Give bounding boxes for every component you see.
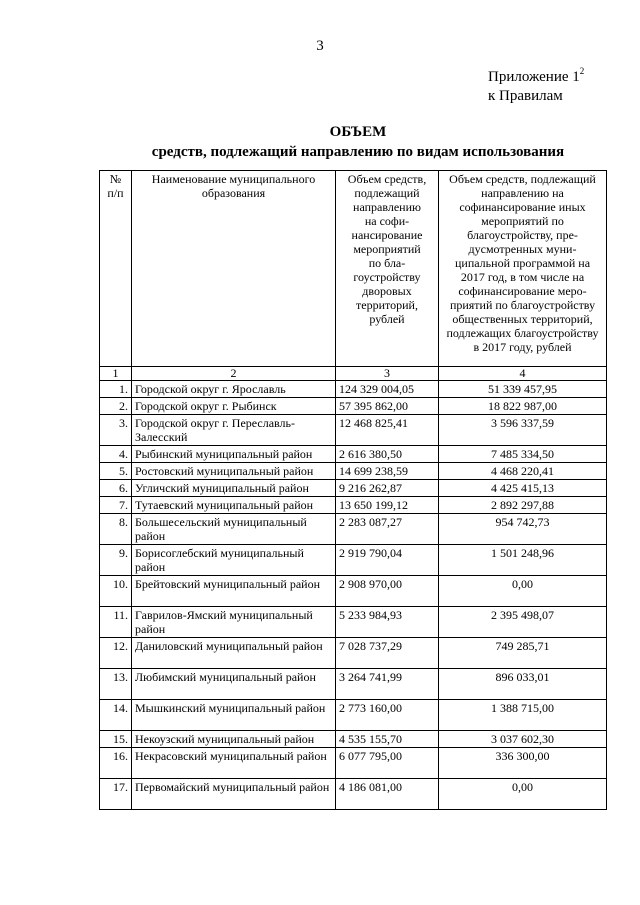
municipality-name: Первомайский муниципальный район xyxy=(132,779,336,810)
municipality-name: Даниловский муниципальный район xyxy=(132,638,336,669)
row-number: 2. xyxy=(100,398,132,415)
appendix-label: Приложение 1 xyxy=(488,69,580,85)
other-funds-value: 2 395 498,07 xyxy=(439,607,607,638)
row-number: 3. xyxy=(100,415,132,446)
other-funds-value: 2 892 297,88 xyxy=(439,497,607,514)
municipality-name: Городской округ г. Переславль-Залесский xyxy=(132,415,336,446)
table-row xyxy=(100,748,607,779)
row-number: 17. xyxy=(100,779,132,810)
yard-funds-value: 7 028 737,29 xyxy=(336,638,439,669)
yard-funds-value: 2 919 790,04 xyxy=(336,545,439,576)
municipality-name: Мышкинский муниципальный район xyxy=(132,700,336,731)
row-number: 16. xyxy=(100,748,132,779)
row-number: 4. xyxy=(100,446,132,463)
yard-funds-value: 2 283 087,27 xyxy=(336,514,439,545)
appendix-line-2: к Правилам xyxy=(488,88,563,104)
other-funds-value: 7 485 334,50 xyxy=(439,446,607,463)
municipality-name: Гаврилов-Ямский муниципальный район xyxy=(132,607,336,638)
municipality-name: Некоузский муниципальный район xyxy=(132,731,336,748)
other-funds-value: 4 468 220,41 xyxy=(439,463,607,480)
yard-funds-value: 57 395 862,00 xyxy=(336,398,439,415)
yard-funds-value: 12 468 825,41 xyxy=(336,415,439,446)
yard-funds-value: 6 077 795,00 xyxy=(336,748,439,779)
header-other-funds: Объем средств, подлежащий направлению на софинансирование иных мероприятий по благоустройству, пре- дусмотренных муни- ципальной программой на 2017 год, в том числе на софинансирование меро- приятий по благоустройству общественных территорий, подлежащих благоустройству в 2017 году, рублей xyxy=(439,171,607,367)
row-number: 10. xyxy=(100,576,132,607)
yard-funds-value: 2 616 380,50 xyxy=(336,446,439,463)
other-funds-value: 51 339 457,95 xyxy=(439,381,607,398)
table-row xyxy=(100,779,607,810)
other-funds-value: 3 596 337,59 xyxy=(439,415,607,446)
municipality-name: Борисоглебский муниципальный район xyxy=(132,545,336,576)
municipality-name: Тутаевский муниципальный район xyxy=(132,497,336,514)
other-funds-value: 0,00 xyxy=(439,779,607,810)
table-row xyxy=(100,731,607,748)
row-number: 1. xyxy=(100,381,132,398)
other-funds-value: 3 037 602,30 xyxy=(439,731,607,748)
row-number: 7. xyxy=(100,497,132,514)
municipality-name: Рыбинский муниципальный район xyxy=(132,446,336,463)
yard-funds-value: 14 699 238,59 xyxy=(336,463,439,480)
yard-funds-value: 124 329 004,05 xyxy=(336,381,439,398)
other-funds-value: 896 033,01 xyxy=(439,669,607,700)
column-number: 3 xyxy=(336,367,439,381)
column-number-row xyxy=(100,367,607,381)
yard-funds-value: 2 908 970,00 xyxy=(336,576,439,607)
column-number: 2 xyxy=(132,367,336,381)
municipality-name: Ростовский муниципальный район xyxy=(132,463,336,480)
row-number: 5. xyxy=(100,463,132,480)
yard-funds-value: 9 216 262,87 xyxy=(336,480,439,497)
municipality-name: Брейтовский муниципальный район xyxy=(132,576,336,607)
row-number: 8. xyxy=(100,514,132,545)
other-funds-value: 18 822 987,00 xyxy=(439,398,607,415)
table-row xyxy=(100,607,607,638)
other-funds-value: 4 425 415,13 xyxy=(439,480,607,497)
row-number: 15. xyxy=(100,731,132,748)
municipality-name: Большесельский муниципальный район xyxy=(132,514,336,545)
table-header-row xyxy=(100,171,607,367)
table-row xyxy=(100,700,607,731)
yard-funds-value: 4 535 155,70 xyxy=(336,731,439,748)
yard-funds-value: 5 233 984,93 xyxy=(336,607,439,638)
table-row xyxy=(100,463,607,480)
municipality-name: Городской округ г. Ярославль xyxy=(132,381,336,398)
table-row xyxy=(100,497,607,514)
municipality-name: Угличский муниципальный район xyxy=(132,480,336,497)
document-subtitle: средств, подлежащий направлению по видам использования xyxy=(151,144,565,160)
row-number: 11. xyxy=(100,607,132,638)
municipality-name: Любимский муниципальный район xyxy=(132,669,336,700)
page-number: 3 xyxy=(316,38,324,54)
header-yard-funds: Объем средств, подлежащий направлению на софи- нансирование мероприятий по бла- гоустройству дворовых территорий, рублей xyxy=(336,171,439,367)
other-funds-value: 0,00 xyxy=(439,576,607,607)
municipality-name: Некрасовский муниципальный район xyxy=(132,748,336,779)
yard-funds-value: 4 186 081,00 xyxy=(336,779,439,810)
row-number: 14. xyxy=(100,700,132,731)
row-number: 9. xyxy=(100,545,132,576)
other-funds-value: 336 300,00 xyxy=(439,748,607,779)
header-number: № п/п xyxy=(100,171,132,367)
municipality-name: Городской округ г. Рыбинск xyxy=(132,398,336,415)
row-number: 6. xyxy=(100,480,132,497)
document-title: ОБЪЕМ xyxy=(329,124,387,140)
column-number: 1 xyxy=(100,367,132,381)
row-number: 13. xyxy=(100,669,132,700)
row-number: 12. xyxy=(100,638,132,669)
table-row xyxy=(100,415,607,446)
other-funds-value: 749 285,71 xyxy=(439,638,607,669)
table-row xyxy=(100,398,607,415)
appendix-line-1 xyxy=(488,62,584,87)
table-row xyxy=(100,545,607,576)
yard-funds-value: 13 650 199,12 xyxy=(336,497,439,514)
allocation-table xyxy=(99,170,607,810)
table-row xyxy=(100,576,607,607)
other-funds-value: 1 501 248,96 xyxy=(439,545,607,576)
yard-funds-value: 2 773 160,00 xyxy=(336,700,439,731)
appendix-superscript: 2 xyxy=(579,66,585,76)
header-municipality: Наименование муниципального образования xyxy=(132,171,336,367)
column-number: 4 xyxy=(439,367,607,381)
table-row xyxy=(100,514,607,545)
table-row xyxy=(100,638,607,669)
table-row xyxy=(100,446,607,463)
appendix-note xyxy=(488,62,584,106)
table-row xyxy=(100,381,607,398)
table-row xyxy=(100,669,607,700)
table-row xyxy=(100,480,607,497)
yard-funds-value: 3 264 741,99 xyxy=(336,669,439,700)
other-funds-value: 1 388 715,00 xyxy=(439,700,607,731)
other-funds-value: 954 742,73 xyxy=(439,514,607,545)
